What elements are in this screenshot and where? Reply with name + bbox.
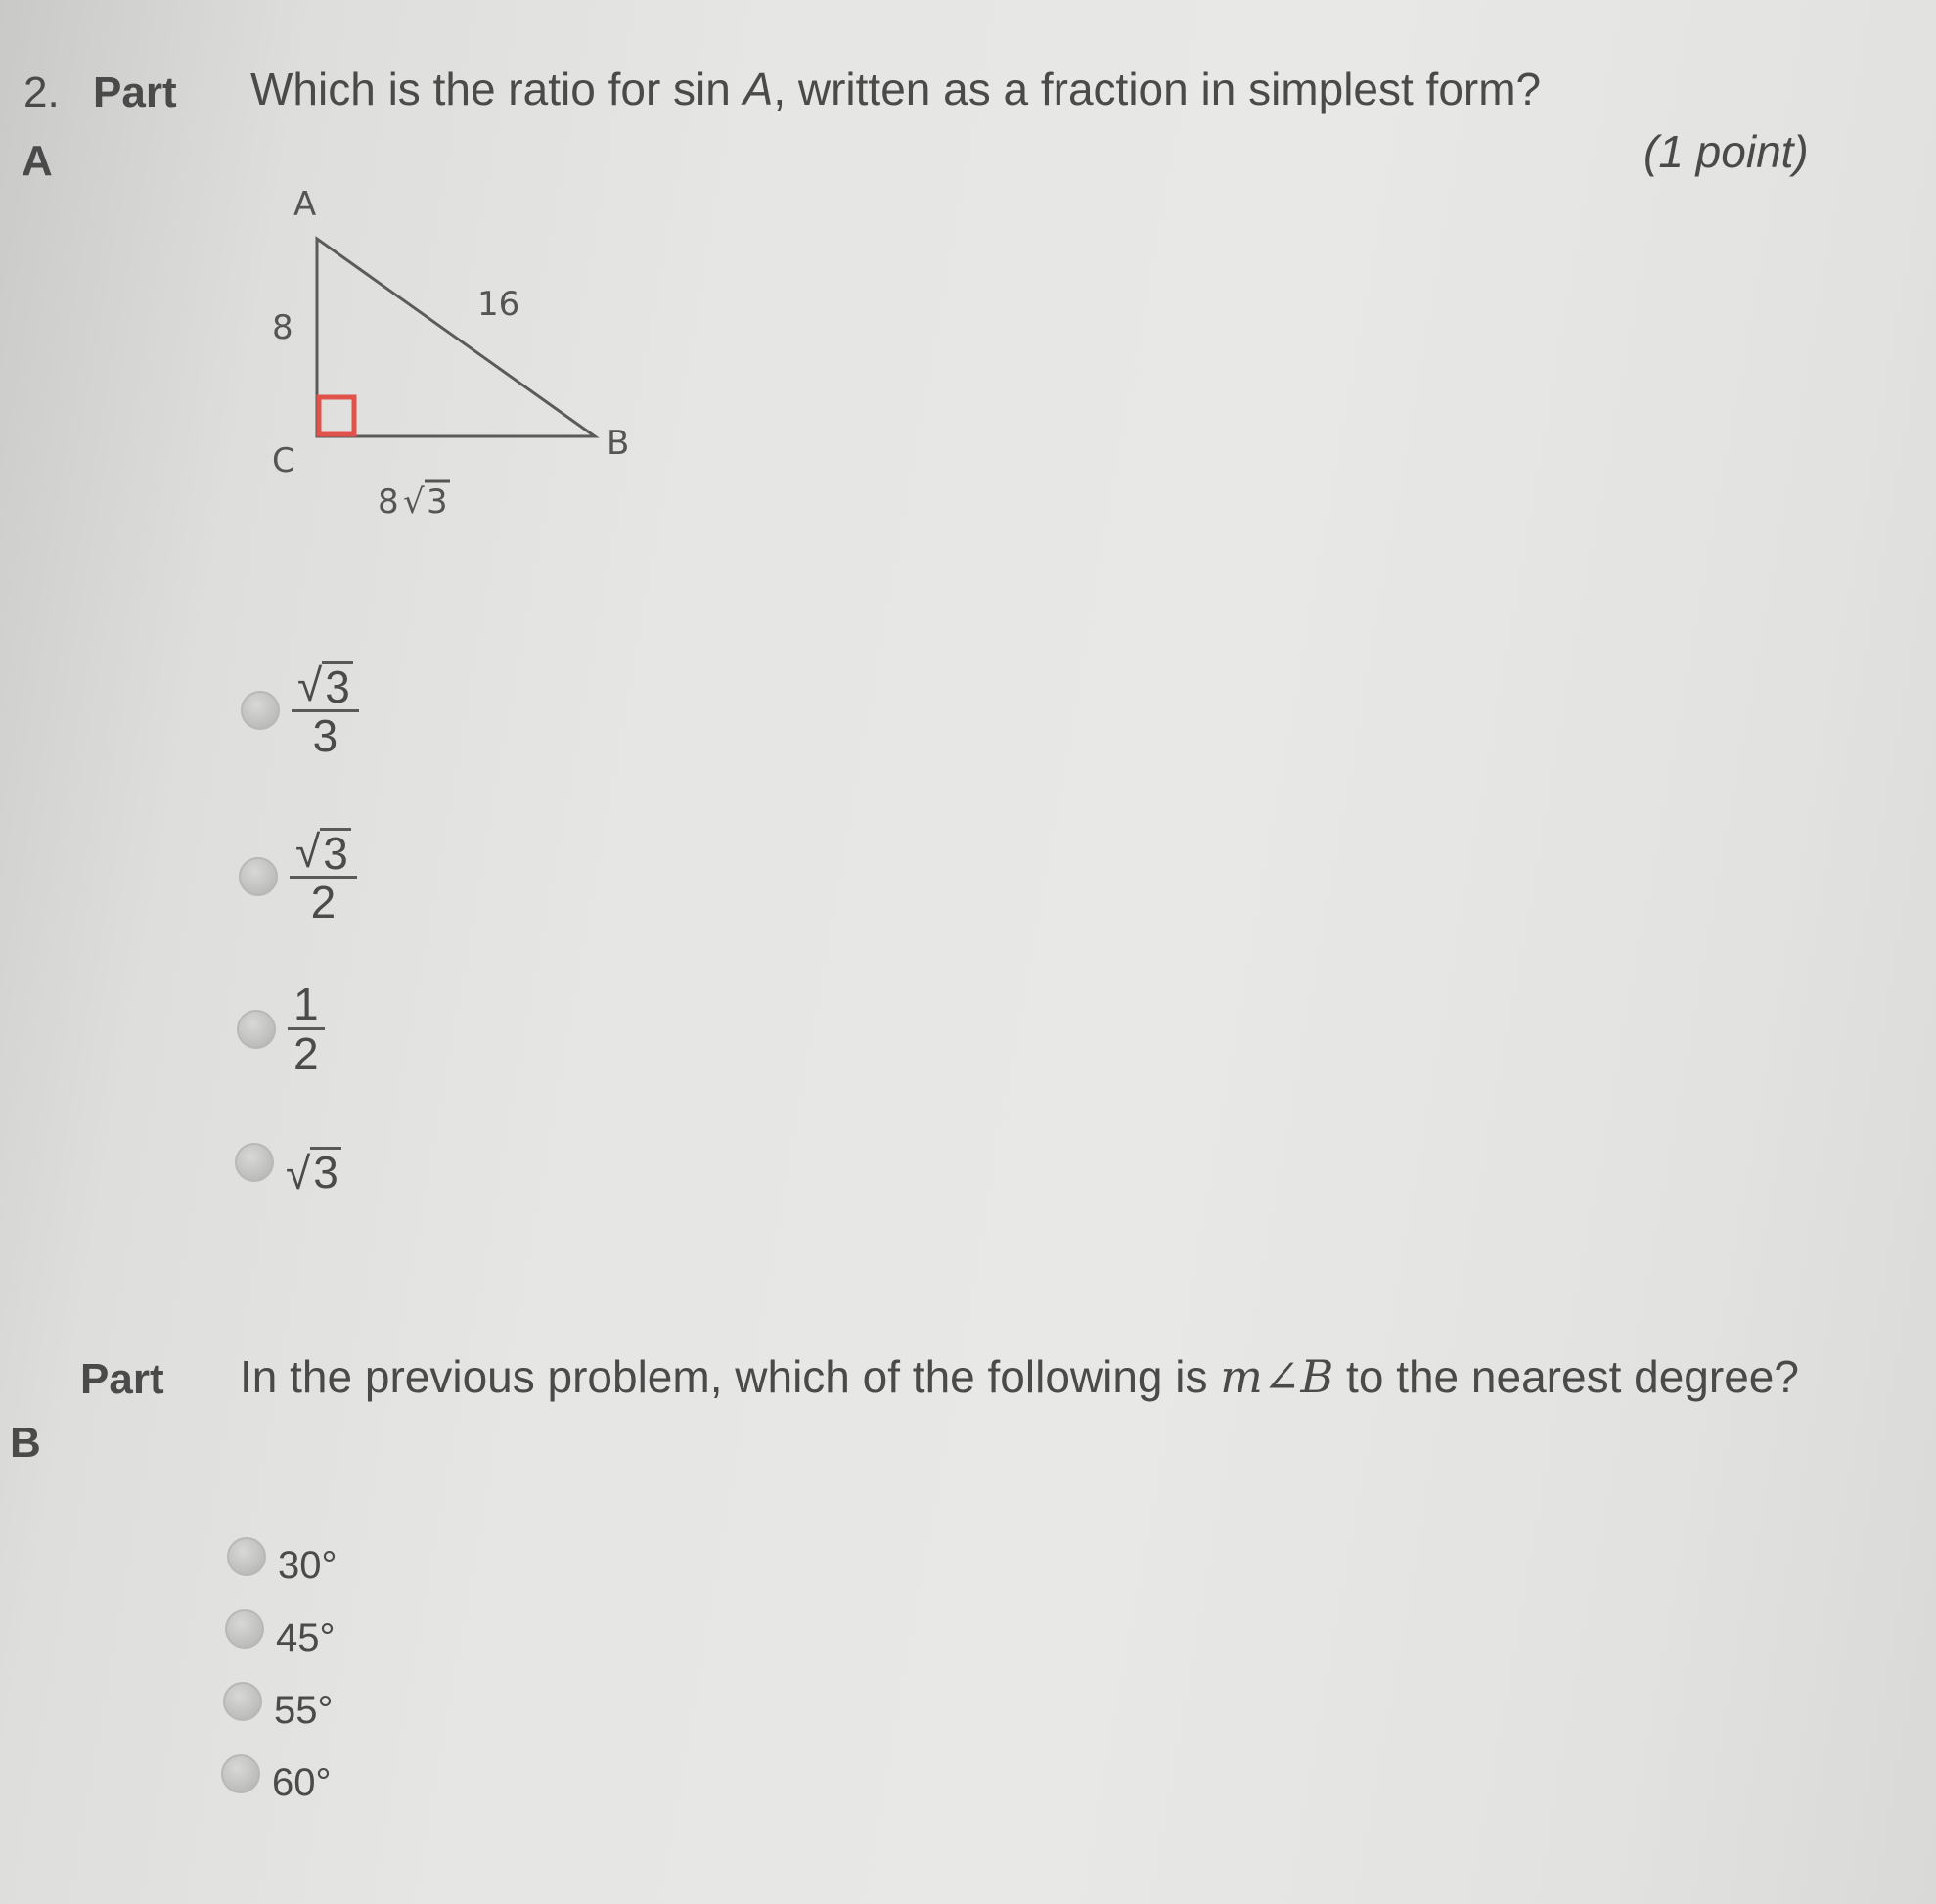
radical-sign: √ xyxy=(295,826,321,877)
option-b2[interactable] xyxy=(225,1597,336,1660)
fraction-denominator: 2 xyxy=(293,1028,319,1080)
part-a-question-var: A xyxy=(743,64,774,114)
option-a1[interactable] xyxy=(241,661,359,759)
part-a-letter: A xyxy=(22,137,53,185)
vertex-a-label: A xyxy=(293,185,317,224)
radio-button[interactable] xyxy=(239,857,278,896)
triangle-figure xyxy=(254,176,665,528)
fraction-denominator: 2 xyxy=(310,877,337,928)
option-b1[interactable] xyxy=(227,1524,338,1588)
fraction-numerator xyxy=(290,828,357,879)
option-label: 30° xyxy=(278,1544,338,1587)
option-label: 55° xyxy=(274,1689,334,1732)
option-sqrt xyxy=(286,1147,341,1200)
option-fraction xyxy=(290,828,357,926)
option-b4[interactable] xyxy=(221,1742,332,1805)
radio-button[interactable] xyxy=(241,691,280,730)
radicand: 3 xyxy=(320,828,351,876)
radical-sign: √ xyxy=(297,659,323,710)
radio-button[interactable] xyxy=(235,1143,274,1182)
part-b-question-math: m∠B xyxy=(1220,1350,1334,1403)
vertex-b-label: B xyxy=(607,424,630,463)
sqrt xyxy=(297,659,353,712)
radicand: 3 xyxy=(322,661,353,709)
option-fraction xyxy=(288,980,325,1078)
radio-button[interactable] xyxy=(221,1754,260,1793)
side-ab-label: 16 xyxy=(477,285,520,324)
side-ac-label: 8 xyxy=(272,308,293,347)
radio-button[interactable] xyxy=(223,1682,262,1721)
points-label: (1 point) xyxy=(1643,126,1809,177)
fraction-numerator: 1 xyxy=(288,980,325,1030)
option-label: 45° xyxy=(276,1616,336,1659)
sqrt xyxy=(295,826,351,879)
option-a2[interactable] xyxy=(239,828,357,926)
question-number: 2. xyxy=(23,68,60,116)
option-fraction xyxy=(292,661,359,759)
option-label: 60° xyxy=(272,1761,332,1804)
part-a-question xyxy=(250,63,1541,115)
option-a3[interactable] xyxy=(237,980,325,1078)
fraction-denominator: 3 xyxy=(312,710,338,761)
part-b-question-before: In the previous problem, which of the following is xyxy=(240,1351,1221,1402)
option-a4[interactable] xyxy=(235,1125,341,1200)
part-b-letter: B xyxy=(10,1419,41,1467)
side-cb-radical: √ xyxy=(403,482,425,521)
part-b-question-after: to the nearest degree? xyxy=(1333,1351,1799,1402)
side-cb-radicand: 3 xyxy=(427,482,448,521)
radical-sign: √ xyxy=(286,1148,311,1199)
fraction-numerator xyxy=(292,661,359,712)
radio-button[interactable] xyxy=(225,1609,264,1649)
part-a-question-after: , written as a fraction in simplest form? xyxy=(773,64,1542,114)
triangle-shape xyxy=(317,239,595,436)
part-b-question xyxy=(240,1350,1799,1403)
part-a-question-before: Which is the ratio for sin xyxy=(250,64,743,114)
vertex-c-label: C xyxy=(272,441,295,480)
part-a-label: Part xyxy=(93,68,177,116)
side-cb-coefficient: 8 xyxy=(378,482,399,521)
radicand: 3 xyxy=(310,1147,341,1195)
part-b-label: Part xyxy=(80,1355,164,1403)
radio-button[interactable] xyxy=(237,1010,276,1049)
option-b3[interactable] xyxy=(223,1669,334,1733)
radio-button[interactable] xyxy=(227,1537,266,1576)
right-angle-marker xyxy=(319,397,354,434)
sqrt xyxy=(286,1147,341,1200)
